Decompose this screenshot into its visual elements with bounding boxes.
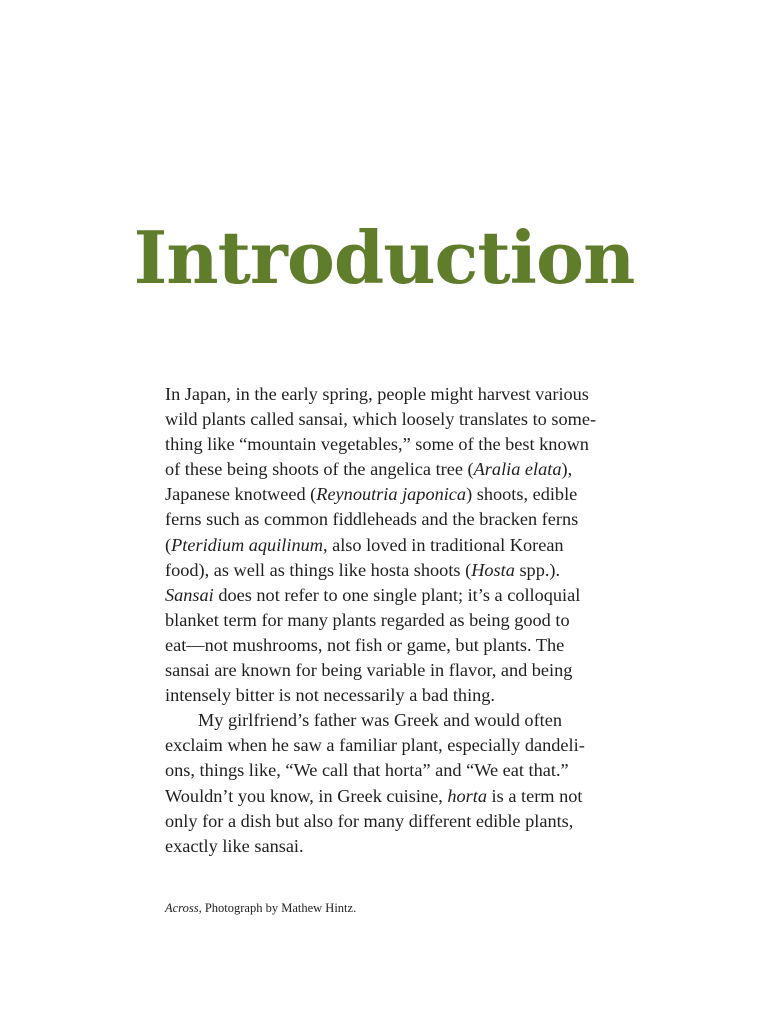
text-line <box>165 507 605 532</box>
text-line <box>165 482 605 507</box>
text-line <box>165 683 605 708</box>
text-line <box>165 733 605 758</box>
text-segment: , also loved in traditional Korean <box>322 534 564 555</box>
italic-term: Pteridium aquilinum <box>171 534 323 555</box>
text-line <box>165 658 605 683</box>
text-line <box>165 407 605 432</box>
text-line <box>165 533 605 558</box>
text-line <box>165 558 605 583</box>
text-segment: Wouldn’t you know, in Greek cuisine, <box>165 785 448 806</box>
text-line <box>165 809 605 834</box>
text-segment: is a term not <box>486 785 583 806</box>
text-line <box>165 708 605 733</box>
caption-title: Across <box>165 901 199 915</box>
italic-term: Sansai <box>165 584 214 605</box>
text-segment: ) shoots, edible <box>466 484 578 505</box>
text-segment: thing like “mountain vegetables,” some of the best known <box>165 434 589 455</box>
text-line <box>165 457 605 482</box>
text-line <box>165 758 605 783</box>
text-segment: Japanese knotweed ( <box>165 484 317 505</box>
caption-credit: , Photograph by Mathew Hintz. <box>198 901 357 915</box>
text-line <box>165 382 605 407</box>
text-segment: exclaim when he saw a familiar plant, especially dandeli- <box>165 735 585 756</box>
text-segment: ), <box>561 459 573 480</box>
italic-term: Reynoutria japonica <box>316 484 467 505</box>
text-line <box>165 432 605 457</box>
text-segment: ons, things like, “We call that horta” and “We eat that.” <box>165 760 569 781</box>
text-segment: ( <box>165 534 172 555</box>
text-segment: wild plants called sansai, which loosely translates to some- <box>165 409 597 430</box>
text-line <box>165 784 605 809</box>
text-segment: spp.). <box>514 559 561 580</box>
text-segment: does not refer to one single plant; it’s a colloquial <box>213 584 581 605</box>
italic-term: horta <box>447 785 487 806</box>
paragraph <box>165 382 605 708</box>
text-segment: exactly like sansai. <box>165 835 304 856</box>
text-segment: sansai are known for being variable in flavor, and being <box>165 660 573 681</box>
text-segment: ferns such as common fiddleheads and the bracken ferns <box>165 509 579 530</box>
paragraph <box>165 708 605 859</box>
italic-term: Hosta <box>471 559 515 580</box>
text-segment: only for a dish but also for many different edible plants, <box>165 810 574 831</box>
text-line <box>165 633 605 658</box>
text-segment: In Japan, in the early spring, people might harvest various <box>165 384 589 404</box>
text-segment: eat—not mushrooms, not fish or game, but plants. The <box>165 634 565 655</box>
photo-caption <box>165 899 356 917</box>
text-line <box>165 583 605 608</box>
text-line <box>165 834 605 859</box>
text-segment: food), as well as things like hosta shoots ( <box>165 559 472 580</box>
text-line <box>165 608 605 633</box>
page-title: Introduction <box>133 215 635 300</box>
text-segment: My girlfriend’s father was Greek and would often <box>198 710 562 731</box>
text-segment: intensely bitter is not necessarily a bad thing. <box>165 685 495 706</box>
body-text <box>165 382 605 859</box>
text-segment: of these being shoots of the angelica tree ( <box>165 459 474 480</box>
italic-term: Aralia elata <box>473 459 562 480</box>
text-segment: blanket term for many plants regarded as being good to <box>165 609 570 630</box>
